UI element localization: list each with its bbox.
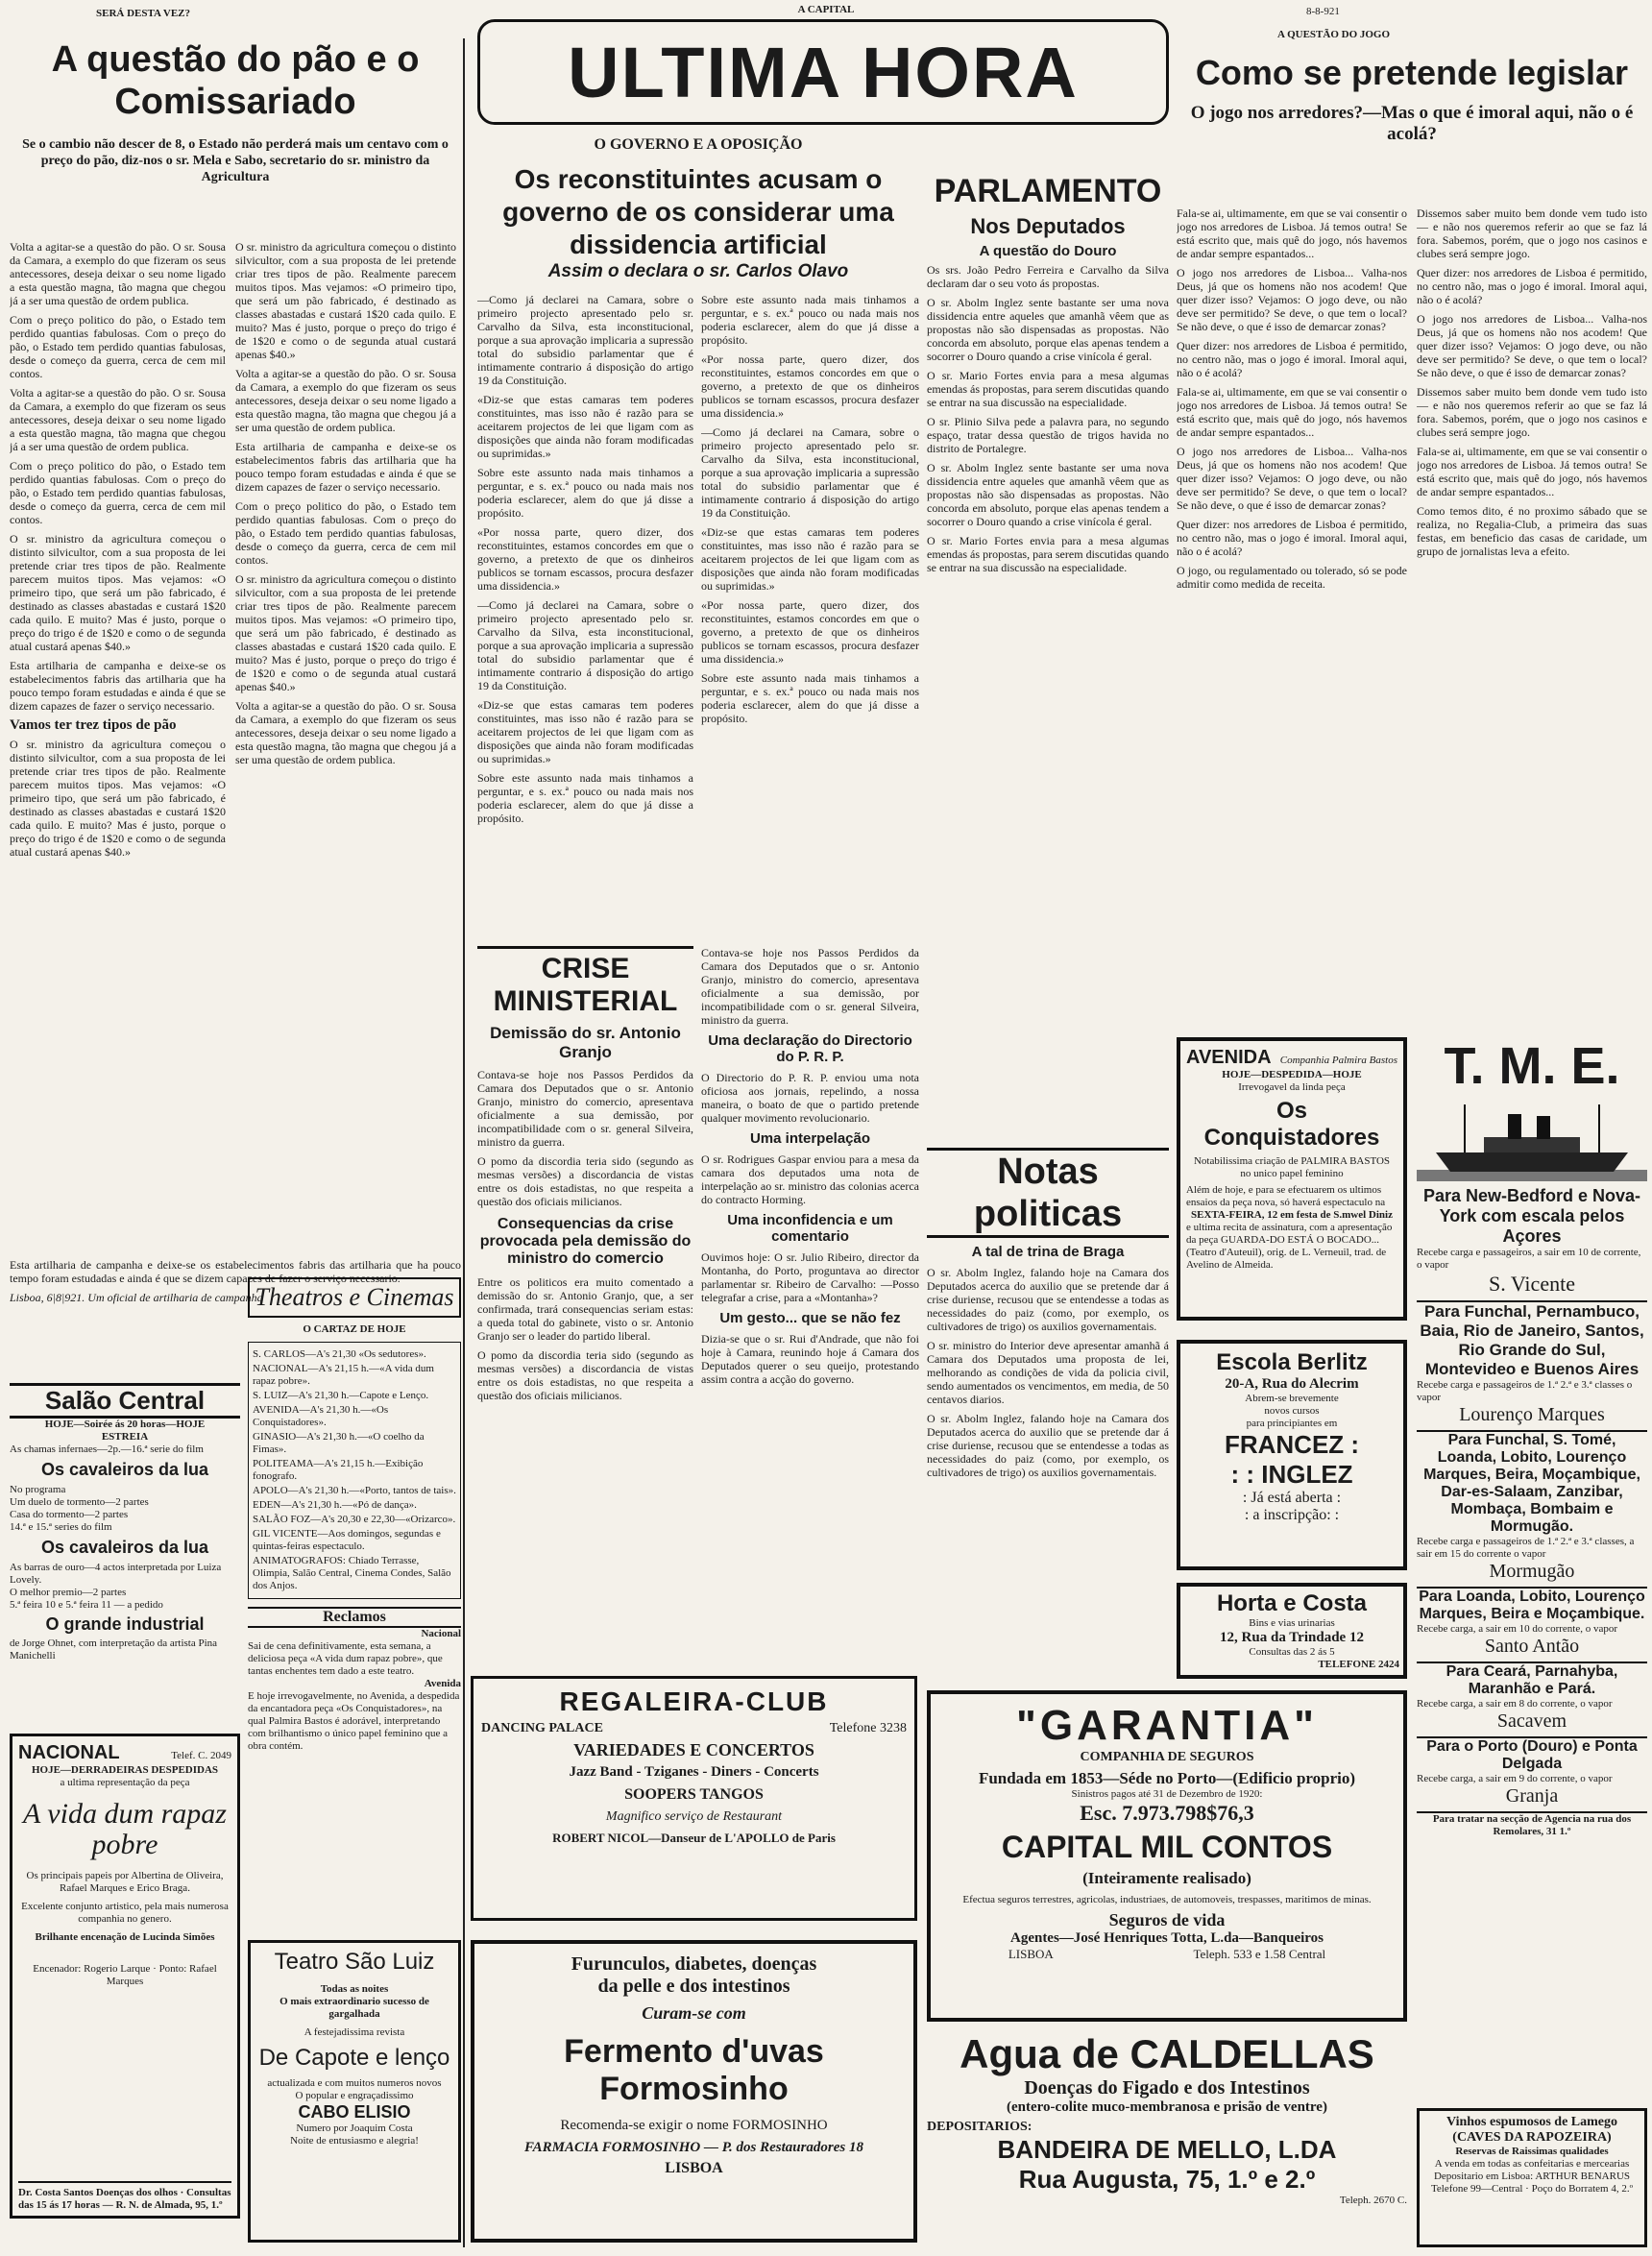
center-sub: Assim o declara o sr. Carlos Olavo [547, 261, 849, 281]
garantia-amount: Esc. 7.973.798$76,3 [1080, 1801, 1254, 1825]
column-rule [463, 38, 465, 2247]
sao-luiz-l1: Todas as noites [320, 1983, 389, 1995]
declaracao-p: O Directorio do P. R. P. enviou uma nota oficiosa aos jornais, repelindo, a nossa maneira, o boato de que o partido pretende qualquer movimento revolucionario. [701, 1071, 919, 1125]
gesto-p: Dizia-se que o sr. Rui d'Andrade, que não foi hoje à Camara, reunindo hoje á Camara dos Deputados querer o seu queijo, protestando assim contra a acção do governo. [701, 1332, 919, 1386]
berlitz-lang1: FRANCEZ : [1224, 1430, 1360, 1459]
regaleira-soopers: SOOPERS TANGOS [624, 1786, 764, 1803]
parlamento-title: PARLAMENTO [934, 173, 1162, 209]
tme-d2: Recebe carga e passageiros de 1.ª 2.ª e 3.ª classes o vapor [1417, 1379, 1633, 1403]
right-p1c: Fala-se ai, ultimamente, em que se vai consentir o jogo nos arredores de Lisboa. Já temos outra! Se está escrito que, mais quê do jogo, nós havemos de andar sempre espantados... [1417, 445, 1647, 498]
nacional-hoje2: a ultima representação da peça [60, 1777, 190, 1788]
berlitz-l3: para principiantes em [1246, 1418, 1338, 1429]
left-headline: A questão do pão e o Comissariado [51, 39, 420, 122]
avenida-company: Companhia Palmira Bastos [1279, 1055, 1397, 1066]
notas-title: Notas politicas [927, 1148, 1169, 1238]
nacional-ad [10, 1734, 240, 2219]
sao-luiz-l3: A festejadissima revista [304, 2026, 405, 2038]
center-p3c: Sobre este assunto nada mais tinhamos a perguntar, e s. ex.ª pouco ou nada mais nos poderia esclarecer, alem do que já disse a propósito. [701, 671, 919, 725]
garantia-types: Efectua seguros terrestres, agricolas, industriaes, de automoveis, trespasses, maritimos de minas. [962, 1894, 1372, 1905]
center-p2c: «Diz-se que estas camaras tem poderes constituintes, mas isso não é razão para se aceitarem projectos de lei que ligam com as disposições que ainda não foram modificadas ou suprimidas.» [701, 525, 919, 593]
left-p1c: Volta a agitar-se a questão do pão. O sr. Sousa da Camara, a exemplo do que fizeram os seus antecessores, deseja deixar o seu nome ligado a esta questão magna, tão magna que chegou já a ser uma questão de ordem publica. [235, 367, 456, 434]
center-p4c: «Por nossa parte, quero dizer, dos reconstituintes, estamos concordes em que o governo, a pretexto de que os dinheiros publicos se tornam escassos, procura desfazer uma dissidencia.» [701, 598, 919, 666]
left-deck: Se o cambio não descer de 8, o Estado não perderá mais um centavo com o preço do pão, diz-nos o sr. Mela e Sabo, secretario do sr. ministro da Agricultura [22, 137, 449, 184]
berlitz-title: Escola Berlitz [1216, 1349, 1368, 1375]
regaleira-dancer: ROBERT NICOL—Danseur de L'APOLLO de Paris [552, 1831, 836, 1845]
regaleira-variedades: VARIEDADES E CONCERTOS [573, 1740, 814, 1759]
steamship-icon [1417, 1095, 1647, 1181]
sao-luiz-l6: Numero por Joaquim Costa [296, 2123, 413, 2134]
right-p4: O jogo, ou regulamentado ou tolerado, só se pode admitir como medida de receita. [1177, 564, 1407, 591]
nacional-credits: Encenador: Rogerio Larque · Ponto: Rafael Marques [33, 1963, 217, 1987]
sao-luiz-actor: CABO ELISIO [298, 2102, 411, 2122]
tme-footer: Para tratar na secção de Agencia na rua dos Remolares, 31 1.º [1417, 1811, 1647, 1838]
berlitz-lang2: : : INGLEZ [1230, 1460, 1353, 1489]
center-p1c: —Como já declarei na Camara, sobre o primeiro projecto apresentado pelo sr. Carvalho da Silva, esta inconstitucional, porque a sua aprovação implicaria a supressão total do subsidio parlamentar que é intimamente contrario á disposição do artigo 19 da Constituição. [701, 425, 919, 520]
right-col-b [1417, 206, 1647, 1056]
formosinho-l4: Recomenda-se exigir o nome FORMOSINHO [560, 2118, 828, 2133]
caldellas-l5: Rua Augusta, 75, 1.º e 2.º [1018, 2165, 1316, 2194]
center-p2b: «Diz-se que estas camaras tem poderes constituintes, mas isso não é razão para se aceitarem projectos de lei que ligam com as disposições que ainda não foram modificadas ou suprimidas.» [477, 698, 693, 765]
salao-line9: O melhor premio—2 partes [10, 1587, 127, 1598]
tme-d5: Recebe carga, a sair em 8 do corrente, o vapor [1417, 1698, 1613, 1710]
salao-line1: HOJE—Soirée ás 20 horas—HOJE [44, 1419, 206, 1430]
berlitz-l4: : Já está aberta : [1242, 1490, 1342, 1506]
formosinho-l6: LISBOA [665, 2160, 723, 2176]
parlamento-article [927, 173, 1169, 922]
right-p3b: Quer dizer: nos arredores de Lisboa é permitido, no centro não, mas o jogo é imoral. Imoral aqui, não o é acolá? [1177, 518, 1407, 558]
regaleira-subrow [481, 1721, 907, 1736]
tme-d6: Recebe carga, a sair em 9 do corrente, o vapor [1417, 1773, 1613, 1784]
consequencias-p: Entre os politicos era muito comentado a demissão do sr. Antonio Granjo, que, a ser confirmada, trará consequencias seriam estas: a queda total do gabinete, visto o sr. Antonio Granjo ser o leader do partido liberal. [477, 1275, 693, 1343]
center-headline: Os reconstituintes acusam o governo de os considerar uma dissidencia artificial [502, 164, 894, 259]
garantia-tel: Teleph. 533 e 1.58 Central [1193, 1947, 1326, 1961]
masthead [477, 19, 1169, 125]
regaleira-servico: Magnifico serviço de Restaurant [605, 1809, 783, 1824]
avenida-title: AVENIDA [1186, 1047, 1272, 1068]
garantia-ad [927, 1690, 1407, 2022]
nacional-title: NACIONAL [18, 1742, 120, 1763]
salao-line12: de Jorge Ohnet, com interpretação da artista Pina Manichelli [10, 1637, 218, 1662]
regaleira-title: REGALEIRA-CLUB [559, 1686, 829, 1716]
avenida-p3: e ultima recita de assinatura, com a apresentação da peça GUARDA-DO ESTÁ O BOCADO... (Teatro d'Auteuil), orig. de L. Verneuil, trad. de Avelino de Almeida. [1186, 1222, 1393, 1271]
salao-line10: 5.ª feira 10 e 5.ª feira 11 — a pedido [10, 1599, 163, 1611]
nacional-staging: Brilhante encenação de Lucinda Simões [35, 1931, 215, 1943]
salao-line7: 14.ª e 15.ª series do film [10, 1521, 112, 1533]
tme-dest4: Para Loanda, Lobito, Lourenço Marques, Beira e Moçambique. [1417, 1587, 1647, 1623]
parlamento-p2: O sr. Abolm Inglez sente bastante ser uma nova dissidencia entre aqueles que amanhã vêem que as propostas não são dispensadas as propostas. Não concorda em absoluto, porque elas apenas tendem a socorrer o Douro quando a crise vinícola é geral. [927, 296, 1169, 363]
notas-sub: A tal de trina de Braga [971, 1244, 1125, 1260]
garantia-city: LISBOA [1008, 1947, 1054, 1961]
garantia-vida: Seguros de vida [1108, 1910, 1226, 1929]
sao-luiz-l4: actualizada e com muitos numeros novos [267, 2077, 442, 2089]
tme-ship4: Santo Antão [1484, 1636, 1580, 1657]
avenida-hoje: HOJE—DESPEDIDA—HOJE [1222, 1069, 1362, 1080]
tme-ad [1417, 1037, 1647, 2094]
salao-film2: Os cavaleiros da lua [40, 1538, 209, 1557]
garantia-capital: CAPITAL MIL CONTOS [1001, 1830, 1333, 1864]
crise-sub: Demissão do sr. Antonio Granjo [490, 1024, 681, 1061]
sao-luiz-title: Teatro São Luiz [274, 1949, 435, 1975]
nacional-play: A vida dum rapaz pobre [23, 1798, 227, 1860]
tme-dest1: Para New-Bedford e Nova-York com escala pelos Açores [1422, 1186, 1641, 1246]
center-p3b: Sobre este assunto nada mais tinhamos a perguntar, e s. ex.ª pouco ou nada mais nos poderia esclarecer, alem do que já disse a propósito. [477, 771, 693, 825]
salao-line11: O grande industrial [45, 1614, 205, 1634]
garantia-sinistros: Sinistros pagos até 31 de Dezembro de 1920: [1071, 1788, 1263, 1800]
salao-central-ad [10, 1383, 240, 1662]
center-col-a [477, 293, 693, 932]
masthead-sub: O GOVERNO E A OPOSIÇÃO [594, 136, 803, 153]
vinhos-l2: A venda em todas as confeitarias e mercearias [1434, 2158, 1630, 2170]
formosinho-l2: da pelle e dos intestinos [597, 1976, 790, 1997]
theatres-title: Theatros e Cinemas [248, 1277, 461, 1318]
sao-luiz-play: De Capote e lenço [258, 2045, 450, 2071]
vinhos-ad [1417, 2108, 1647, 2247]
reclamos-heading: Reclamos [248, 1607, 461, 1628]
salao-line6: Casa do tormento—2 partes [10, 1509, 129, 1520]
theatre-listing-item: GINASIO—A's 21,30 h.—«O coelho da Fimas». [253, 1431, 425, 1455]
right-col-a [1177, 206, 1407, 1056]
date-label: 8-8-921 [1306, 6, 1340, 17]
theatre-list [248, 1342, 461, 1599]
reclamo-p2: E hoje irrevogavelmente, no Avenida, a despedida da encantadora peça «Os Conquistadores», na qual Palmira Bastos é adorável, interpretando com brilhantismo o único papel feminino que a obra contém. [248, 1690, 460, 1752]
theatre-listing-item: POLITEAMA—A's 21,15 h.—Exibição fonografo. [253, 1458, 424, 1482]
avenida-p2: SEXTA-FEIRA, 12 em festa de S.mwel Diniz [1190, 1209, 1393, 1221]
vinhos-title: Vinhos espumosos de Lamego (CAVES DA RAPOZEIRA) [1446, 2115, 1617, 2145]
avenida-star: Notabilissima criação de PALMIRA BASTOS [1193, 1155, 1391, 1167]
horta-tel: TELEFONE 2424 [1318, 1659, 1399, 1670]
nacional-hoje: HOJE—DERRADEIRAS DESPEDIDAS [31, 1764, 219, 1776]
tme-ship1: S. Vicente [1489, 1272, 1575, 1296]
crise-p1: Contava-se hoje nos Passos Perdidos da Camara dos Deputados que o sr. Antonio Granjo, ministro do comercio, apresentava oficialmente a sua demissão, por incompatibilidade com o sr. general Silveira, ministro da guerra. [477, 1068, 693, 1149]
berlitz-address: 20-A, Rua do Alecrim [1225, 1376, 1359, 1392]
formosinho-l3: Curam-se com [642, 2003, 746, 2023]
theatre-listing-item: ANIMATOGRAFOS: Chiado Terrasse, Olimpia, Salão Central, Cinema Condes, Salão dos Anjos. [253, 1555, 451, 1591]
horta-l1: Bins e vias urinarias [1249, 1617, 1335, 1629]
notas-p1b: O sr. Abolm Inglez, falando hoje na Camara dos Deputados acerca do auxilio que se pretende dar á crise duriense, recusou que se entendesse a todas as necessidades do paiz (como, por exemplo, os cultivadores de trigo) os auxilios governamentais. [927, 1412, 1169, 1479]
horta-address: 12, Rua da Trindade 12 [1220, 1630, 1364, 1645]
salao-line4: No programa [10, 1484, 66, 1495]
right-p2c: O jogo nos arredores de Lisboa... Valha-nos Deus, já que os homens não nos acodem! Que quer dizer isso? Vejamos: O jogo deve, ou não deve ser permitido? Se deve, o que tem o local? Se não deve, o que é isso de demarcar zonas? [1417, 312, 1647, 379]
berlitz-ad [1177, 1340, 1407, 1570]
notas-p1: O sr. Abolm Inglez, falando hoje na Camara dos Deputados acerca do auxilio que se pretende dar á crise duriense, recusou que se entendesse a todas as necessidades do paiz (como, por exemplo, os cultivadores de trigo) os auxilios governamentais. [927, 1266, 1169, 1333]
parlamento-p3b: O sr. Mario Fortes envia para a mesa algumas emendas ás propostas, para serem discutidas quando se entrar na sua discussão na especialidade. [927, 534, 1169, 574]
interpelacao-p: O sr. Rodrigues Gaspar enviou para a mesa da camara dos deputados uma nota de interpelação ao sr. ministro das colonias acerca do contracto Horming. [701, 1152, 919, 1206]
garantia-founded: Fundada em 1853—Séde no Porto—(Edificio proprio) [978, 1769, 1356, 1787]
left-col-a [10, 240, 226, 1268]
formosinho-ad [471, 1940, 917, 2243]
tme-dest3: Para Funchal, S. Tomé, Loanda, Lobito, Lourenço Marques, Beira, Moçambique, Dar-es-Salaam, Zanzibar, Mombaça, Bombaim e Mormugão. [1417, 1430, 1647, 1536]
top-center-tag: A CAPITAL [797, 4, 855, 15]
center-p1b: —Como já declarei na Camara, sobre o primeiro projecto apresentado pelo sr. Carvalho da Silva, esta inconstitucional, porque a sua aprovação implicaria a supressão total do subsidio parlamentar que é intimamente contrario á disposição do artigo 19 da Constituição. [477, 598, 693, 692]
tme-dest6: Para o Porto (Douro) e Ponta Delgada [1417, 1736, 1647, 1773]
theatres-section [248, 1277, 461, 1753]
parlamento-sub: Nos Deputados [970, 214, 1126, 238]
horta-ad [1177, 1583, 1407, 1679]
masthead-title: ULTIMA HORA [568, 32, 1079, 112]
caldellas-l2: (entero-colite muco-membranosa e prisão de ventre) [1007, 2099, 1327, 2115]
regaleira-jazz: Jazz Band - Tziganes - Diners - Concerts [569, 1764, 819, 1780]
garantia-sub: COMPANHIA DE SEGUROS [1080, 1750, 1254, 1764]
crise-p2: O pomo da discordia teria sido (segundo as mesmas versões) a discordancia de vistas entre os dois estadistas, no que respeita a questão dos oficiais milicianos. [477, 1154, 693, 1208]
tme-ship5: Sacavem [1496, 1710, 1567, 1732]
crise-article [477, 946, 693, 1402]
left-p4: Esta artilharia de campanha e deixe-se os estabelecimentos fabris das artilharia que ha pouco tempo foram estudadas e ainda é que se dizem capazes de fazer o serviço necessario. [10, 1258, 461, 1285]
left-subheading: Vamos ter trez tipos de pão [10, 717, 177, 733]
notas-article [927, 1148, 1169, 1666]
tme-ship2: Lourenço Marques [1459, 1404, 1605, 1425]
right-p2b: O jogo nos arredores de Lisboa... Valha-nos Deus, já que os homens não nos acodem! Que quer dizer isso? Vejamos: O jogo deve, ou não deve ser permitido? Se deve, o que tem o local? Se não deve, o que é isso de demarcar zonas? [1177, 445, 1407, 512]
notas-p2: O sr. ministro do Interior deve apresentar amanhã á Camara dos Deputados uma proposta de lei, melhorando as condições de vida da policia civil, sendo aumentados os vencimentos, em media, de 50 centavos diarios. [927, 1339, 1169, 1406]
left-col-b [235, 240, 456, 1268]
garantia-footer [938, 1947, 1396, 1962]
salao-line3: As chamas infernaes—2p.—16.ª serie do film [10, 1443, 204, 1455]
garantia-agents: Agentes—José Henriques Totta, L.da—Banqueiros [1009, 1930, 1324, 1946]
left-p2c: Com o preço politico do pão, o Estado tem perdido quantias fabulosas. Com o preço do pão, o Estado tem perdido quantias fabulosas, desde o começo da guerra, cerca de cem mil contos. [235, 499, 456, 567]
consequencias-heading: Consequencias da crise provocada pela demissão do ministro do comercio [479, 1216, 692, 1267]
nacional-footer: Dr. Costa Santos Doenças dos olhos · Consultas das 15 ás 17 horas — R. N. de Almada, 95, 1.º [18, 2181, 231, 2212]
left-p4a: Esta artilharia de campanha e deixe-se os estabelecimentos fabris das artilharia que ha pouco tempo foram estudadas e ainda é que se dizem capazes de fazer o serviço necessario. [10, 659, 226, 713]
nacional-cast: Os principais papeis por Albertina de Oliveira, Rafael Marques e Erico Braga. [26, 1870, 224, 1894]
regaleira-tel: Telefone 3238 [829, 1721, 907, 1735]
parlamento-p2b: O sr. Abolm Inglez sente bastante ser uma nova dissidencia entre aqueles que amanhã vêem que as propostas não são dispensadas as propostas. Não concorda em absoluto, porque elas apenas tendem a socorrer o Douro quando a crise vinícola é geral. [927, 461, 1169, 528]
inconfidencia-p: Ouvimos hoje: O sr. Julio Ribeiro, director da Montanha, do Porto, proguntava ao director parlamentar sr. Ribeiro de Carvalho: —Posso telegrafar a crise, para a «Montanha»? [701, 1250, 919, 1304]
berlitz-l2: novos cursos [1264, 1405, 1320, 1417]
tme-dest2: Para Funchal, Pernambuco, Baia, Rio de Janeiro, Santos, Rio Grande do Sul, Montevideo e Buenos Aires [1417, 1300, 1647, 1379]
cartaz-heading: O CARTAZ DE HOJE [303, 1323, 406, 1335]
left-p3d: O sr. ministro da agricultura começou o distinto silvicultor, com a sua proposta de lei pretende criar tres tipos de pão. Realmente parecem muitos tipos. Mas vejamos: «O primeiro tipo, que será um pão fabricado, é destinado as classes abastadas e custará 1$20 cada quilo. E muito? Mas é justo, porque o preço do trigo é de 1$20 e como o de segunda atual custará apenas $40.» [235, 572, 456, 693]
avenida-star2: no unico papel feminino [1240, 1168, 1344, 1179]
theatre-listing-item: APOLO—A's 21,30 h.—«Porto, tantos de tais». [253, 1485, 456, 1496]
sao-luiz-l7: Noite de entusiasmo e alegria! [290, 2135, 419, 2147]
center-p3: Sobre este assunto nada mais tinhamos a perguntar, e s. ex.ª pouco ou nada mais nos poderia esclarecer, alem do que já disse a propósito. [701, 293, 919, 347]
left-p3a: O sr. ministro da agricultura começou o distinto silvicultor, com a sua proposta de lei pretende criar tres tipos de pão. Realmente parecem muitos tipos. Mas vejamos: «O primeiro tipo, que será um pão fabricado, é destinado as classes abastadas e custará 1$20 cada quilo. E muito? Mas é justo, porque o preço do trigo é de 1$20 e como o de segunda atual custará apenas $40.» [10, 532, 226, 653]
right-article-head [1177, 53, 1647, 145]
salao-film: Os cavaleiros da lua [40, 1460, 209, 1479]
right-p1: Fala-se ai, ultimamente, em que se vai consentir o jogo nos arredores de Lisboa. Já temos outra! Se está escrito que, mais quê do jogo, nós havemos de andar sempre espantados... [1177, 206, 1407, 260]
formosinho-l5: FARMACIA FORMOSINHO — P. dos Restauradores 18 [523, 2140, 864, 2155]
garantia-title: "GARANTIA" [1016, 1702, 1318, 1749]
tme-title: T. M. E. [1444, 1037, 1620, 1095]
sao-luiz-ad [248, 1940, 461, 2243]
caldellas-l3: DEPOSITARIOS: [927, 2120, 1032, 2134]
top-right-tag: A QUESTÃO DO JOGO [1277, 29, 1391, 40]
vinhos-l3: Depositario em Lisboa: ARTHUR BENARUS [1433, 2171, 1631, 2182]
center-p1: —Como já declarei na Camara, sobre o primeiro projecto apresentado pelo sr. Carvalho da Silva, esta inconstitucional, porque a sua aprovação implicaria a supressão total do subsidio parlamentar que é intimamente contrario á disposição do artigo 19 da Constituição. [477, 293, 693, 387]
center-p3a: Sobre este assunto nada mais tinhamos a perguntar, e s. ex.ª pouco ou nada mais nos poderia esclarecer, alem do que já disse a propósito. [477, 466, 693, 520]
tme-d1: Recebe carga e passageiros, a sair em 10 de corrente, o vapor [1417, 1247, 1641, 1271]
left-p2: Com o preço politico do pão, o Estado tem perdido quantias fabulosas. Com o preço do pão, o Estado tem perdido quantias fabulosas, desde o começo da guerra, cerca de cem mil contos. [10, 313, 226, 380]
caldellas-ad [927, 2031, 1407, 2247]
left-p1b: Volta a agitar-se a questão do pão. O sr. Sousa da Camara, a exemplo do que fizeram os seus antecessores, deseja deixar o seu nome ligado a esta questão magna, tão magna que chegou já a ser uma questão de ordem publica. [10, 386, 226, 453]
left-article [10, 38, 461, 185]
left-signature: Lisboa, 6|8|921. Um oficial de artilharia de campanha [10, 1291, 263, 1304]
formosinho-product: Fermento d'uvas Formosinho [564, 2033, 824, 2107]
left-p1d: Volta a agitar-se a questão do pão. O sr. Sousa da Camara, a exemplo do que fizeram os seus antecessores, deseja deixar o seu nome ligado a esta questão magna, tão magna que chegou já a ser uma questão de ordem publica. [235, 699, 456, 766]
left-p4c: Esta artilharia de campanha e deixe-se os estabelecimentos fabris das artilharia que ha pouco tempo foram estudadas e ainda é que se dizem capazes de fazer o serviço necessario. [235, 440, 456, 494]
right-p3c: Quer dizer: nos arredores de Lisboa é permitido, no centro não, mas o jogo é imoral. Imoral aqui, não o é acolá? [1417, 266, 1647, 306]
caldellas-l4: BANDEIRA DE MELLO, L.DA [997, 2135, 1337, 2164]
berlitz-l5: : a inscripção: : [1244, 1507, 1340, 1523]
berlitz-l1: Abrem-se brevemente [1245, 1393, 1339, 1404]
salao-title: Salão Central [10, 1383, 240, 1419]
caldellas-title: Agua de CALDELLAS [960, 2031, 1374, 2076]
interpelacao-heading: Uma interpelação [749, 1130, 871, 1147]
sao-luiz-l2: O mais extraordinario sucesso de gargalhada [279, 1996, 429, 2020]
parlamento-sub2: A questão do Douro [979, 243, 1117, 259]
parlamento-p4: O sr. Plinio Silva pede a palavra para, no segundo espaço, tratar dessa questão de trigos havida no distrito de Portalegre. [927, 415, 1169, 455]
avenida-p1: Além de hoje, e para se efectuarem os ultimos ensaios da peça nova, só haverá espectaculo na [1186, 1184, 1386, 1208]
avenida-play: Os Conquistadores [1203, 1098, 1380, 1151]
middle-notes [701, 946, 919, 1666]
right-p6: Como temos dito, é no proximo sábado que se realiza, no Regalia-Club, a primeira das suas festas, em beneficio das casas de caridade, um grupo de jornalistas leva a efeito. [1417, 504, 1647, 558]
crise-p1b: Contava-se hoje nos Passos Perdidos da Camara dos Deputados que o sr. Antonio Granjo, ministro do comercio, apresentava oficialmente a sua demissão, por incompatibilidade com o sr. general Silveira, ministro da guerra. [701, 946, 919, 1027]
center-p4a: «Por nossa parte, quero dizer, dos reconstituintes, estamos concordes em que o governo, a pretexto de que os dinheiros publicos se tornam escassos, procura desfazer uma dissidencia.» [477, 525, 693, 593]
theatre-listing-item: SALÃO FOZ—A's 20,30 e 22,30—«Orizarco». [253, 1514, 456, 1525]
garantia-realised: (Inteiramente realisado) [1082, 1869, 1251, 1887]
tme-ship6: Granja [1505, 1785, 1559, 1807]
horta-title: Horta e Costa [1216, 1590, 1368, 1616]
tme-d4: Recebe carga, a sair em 10 do corrente, o vapor [1417, 1623, 1618, 1635]
nacional-tel: Telef. C. 2049 [171, 1750, 231, 1761]
avenida-ad [1177, 1037, 1407, 1321]
tme-dest5: Para Ceará, Parnahyba, Maranhão e Pará. [1417, 1662, 1647, 1698]
left-p1: Volta a agitar-se a questão do pão. O sr. Sousa da Camara, a exemplo do que fizeram os seus antecessores, deseja deixar o seu nome ligado a esta questão magna, tão magna que chegou já a ser uma questão de ordem publica. [10, 240, 226, 307]
theatre-listing-item: S. LUIZ—A's 21,30 h.—Capote e Lenço. [253, 1390, 429, 1401]
crise-p2b: O pomo da discordia teria sido (segundo as mesmas versões) a discordancia de vistas entre os dois estadistas, no que respeita a questão dos oficiais milicianos. [477, 1348, 693, 1402]
right-p1b: Fala-se ai, ultimamente, em que se vai consentir o jogo nos arredores de Lisboa. Já temos outra! Se está escrito que, mais quê do jogo, nós havemos de andar sempre espantados... [1177, 385, 1407, 439]
right-deck: O jogo nos arredores?—Mas o que é imoral aqui, não o é acolá? [1190, 103, 1634, 144]
reclamo-avenida-label: Avenida [424, 1678, 461, 1689]
right-p5b: Dissemos saber muito bem donde vem tudo isto — e não nos queremos referir ao que se faz lá fora. Sabemos, porém, que o jogo nos casinos e clubes será sempre jogo. [1417, 385, 1647, 439]
caldellas-tel: Teleph. 2670 C. [1339, 2195, 1407, 2206]
regaleira-ad [471, 1676, 917, 1921]
top-left-tag: SERÁ DESTA VEZ? [96, 8, 191, 19]
caldellas-l1: Doenças do Figado e dos Intestinos [1024, 2077, 1310, 2098]
horta-l2: Consultas das 2 ás 5 [1249, 1646, 1335, 1658]
reclamo-nacional-label: Nacional [421, 1628, 461, 1639]
salao-line8: As barras de ouro—4 actos interpretada por Luiza Lovely. [10, 1562, 222, 1586]
reclamo-p1: Sai de cena definitivamente, esta semana, a deliciosa peça «A vida dum rapaz pobre», que tantas enchentes tem dado a este teatro. [248, 1640, 443, 1677]
salao-line5: Um duelo de tormento—2 partes [10, 1496, 149, 1508]
theatre-listing-item: NACIONAL—A's 21,15 h.—«A vida dum rapaz pobre». [253, 1363, 434, 1387]
sao-luiz-l5: O popular e engraçadissimo [295, 2090, 414, 2101]
gesto-heading: Um gesto... que se não fez [719, 1310, 901, 1326]
avenida-irrevogavel: Irrevogavel da linda peça [1238, 1081, 1346, 1093]
theatre-listing-item: AVENIDA—A's 21,30 h.—«Os Conquistadores». [253, 1404, 389, 1428]
vinhos-l4: Telefone 99—Central · Poço do Borratem 4, 2.º [1430, 2183, 1634, 2195]
parlamento-p3: O sr. Mario Fortes envia para a mesa algumas emendas ás propostas, para serem discutidas quando se entrar na sua discussão na especialidade. [927, 369, 1169, 409]
declaracao-heading: Uma declaração do Directorio do P. R. P. [708, 1032, 912, 1065]
center-p2: «Diz-se que estas camaras tem poderes constituintes, mas isso não é razão para se aceitarem projectos de lei que ligam com as disposições que ainda não foram modificadas ou suprimidas.» [477, 393, 693, 460]
salao-line2: ESTREIA [101, 1431, 149, 1443]
left-p3: O sr. ministro da agricultura começou o distinto silvicultor, com a sua proposta de lei pretende criar tres tipos de pão. Realmente parecem muitos tipos. Mas vejamos: «O primeiro tipo, que será um pão fabricado, é destinado as classes abastadas e custará 1$20 cada quilo. E muito? Mas é justo, porque o preço do trigo é de 1$20 e como o de segunda atual custará apenas $40.» [10, 738, 226, 859]
right-p2: O jogo nos arredores de Lisboa... Valha-nos Deus, já que os homens não nos acodem! Que quer dizer isso? Vejamos: O jogo deve, ou não deve ser permitido? Se deve, o que tem o local? Se não deve, o que é isso de demarcar zonas? [1177, 266, 1407, 333]
right-p3: Quer dizer: nos arredores de Lisboa é permitido, no centro não, mas o jogo é imoral. Imoral aqui, não o é acolá? [1177, 339, 1407, 379]
right-headline: Como se pretende legislar [1195, 53, 1629, 92]
left-p3c: O sr. ministro da agricultura começou o distinto silvicultor, com a sua proposta de lei pretende criar tres tipos de pão. Realmente parecem muitos tipos. Mas vejamos: «O primeiro tipo, que será um pão fabricado, é destinado as classes abastadas e custará 1$20 cada quilo. E muito? Mas é justo, porque o preço do trigo é de 1$20 e como o de segunda atual custará apenas $40.» [235, 240, 456, 361]
regaleira-dancing: DANCING PALACE [481, 1721, 603, 1735]
center-p4: «Por nossa parte, quero dizer, dos reconstituintes, estamos concordes em que o governo, a pretexto de que os dinheiros publicos se tornam escassos, procura desfazer uma dissidencia.» [701, 352, 919, 420]
parlamento-p1: Os srs. João Pedro Ferreira e Carvalho da Silva declaram dar o seu voto ás propostas. [927, 263, 1169, 290]
right-p5: Dissemos saber muito bem donde vem tudo isto — e não nos queremos referir ao que se faz lá fora. Sabemos, porém, que o jogo nos casinos e clubes será sempre jogo. [1417, 206, 1647, 260]
tme-d3: Recebe carga e passageiros de 1.ª 2.ª e 3.ª classes, a sair em 15 do corrente o vapor [1417, 1536, 1635, 1560]
tme-ship3: Mormugão [1489, 1561, 1575, 1582]
inconfidencia-heading: Uma inconfidencia e um comentario [727, 1212, 893, 1245]
theatre-listing-item: EDEN—A's 21,30 h.—«Pó de dança». [253, 1499, 417, 1511]
vinhos-l1: Reservas de Raissimas qualidades [1455, 2146, 1609, 2157]
crise-title: CRISE MINISTERIAL [477, 946, 693, 1018]
theatre-listing-item: GIL VICENTE—Aos domingos, segundas e quintas-feiras espectaculo. [253, 1528, 441, 1552]
theatre-listing-item: S. CARLOS—A's 21,30 «Os sedutores». [253, 1348, 426, 1360]
center-col-b [701, 293, 919, 932]
formosinho-l1: Furunculos, diabetes, doenças [571, 1953, 817, 1975]
nacional-extra: Excelente conjunto artistico, pela mais numerosa companhia no genero. [21, 1901, 229, 1925]
left-p2b: Com o preço politico do pão, o Estado tem perdido quantias fabulosas. Com o preço do pão, o Estado tem perdido quantias fabulosas, desde o começo da guerra, cerca de cem mil contos. [10, 459, 226, 526]
